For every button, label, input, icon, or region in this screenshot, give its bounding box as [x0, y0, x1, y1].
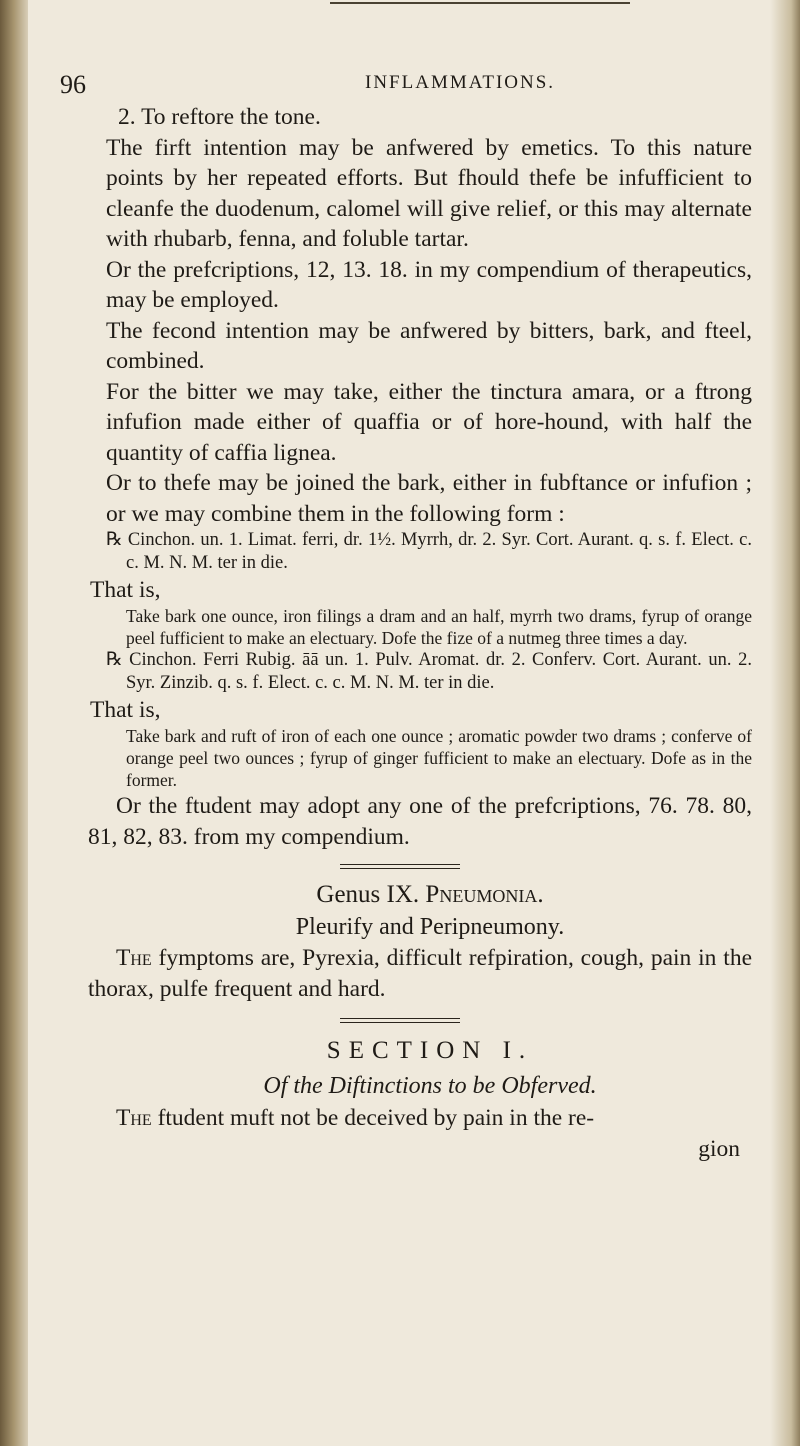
that-is-2: That is,: [90, 697, 161, 723]
page-edge-shadow: [770, 0, 800, 1446]
genus-heading: [40, 879, 760, 911]
paragraph-4: The fecond intention may be anfwered by bitters, bark, and fteel, combined.: [106, 317, 752, 374]
running-head: INFLAMMATIONS.: [365, 72, 556, 93]
section-text: ftudent muft not be deceived by pain in the re-: [157, 1105, 595, 1131]
symptoms-paragraph: [40, 943, 760, 1004]
page-number: 96: [60, 70, 86, 99]
paragraph-3: Or the prefcriptions, 12, 13. 18. in my compendium of therapeutics, may be employed.: [106, 256, 752, 313]
symptoms-lead: The: [116, 945, 152, 971]
that-is-1: That is,: [90, 577, 161, 603]
top-rule: [330, 2, 630, 4]
section-rule-2: [340, 1022, 460, 1023]
prescription-2: ℞ Cinchon. Ferri Rubig. āā un. 1. Pulv. Aromat. dr. 2. Conferv. Cort. Aurant. un. 2. Syr. Zinzib. q. s. f. Elect. c. c. M. N. M. ter in die.: [106, 650, 752, 693]
prescription-1: ℞ Cinchon. un. 1. Limat. ferri, dr. 1½. Myrrh, dr. 2. Syr. Cort. Aurant. q. s. f. Elect. c. c. M. N. M. ter in die.: [106, 530, 752, 573]
page-header: [40, 60, 760, 102]
catchword: gion: [698, 1135, 740, 1162]
translation-1: Take bark one ounce, iron filings a dram and an half, myrrh two drams, fyrup of orange peel fufficient to make an electuary. Dofe the fize of a nutmeg three times a day.: [126, 606, 752, 648]
section-paragraph: [40, 1103, 760, 1134]
genus-number: Genus IX.: [316, 881, 420, 908]
book-page: [40, 60, 760, 1164]
translation-2: Take bark and ruft of iron of each one ounce ; aromatic powder two drams ; conferve of orange peel two ounces ; fyrup of ginger fufficient to make an electuary. Dofe as in the former.: [126, 726, 752, 790]
paragraph-1: 2. To reftore the tone.: [118, 104, 321, 130]
paragraph-2: The firft intention may be anfwered by emetics. To this nature points by her repeated efforts. But fhould thefe be infufficient to cleanfe the duodenum, calomel will give relief, or this may alternate with rhubarb, fenna, and foluble tartar.: [106, 134, 752, 252]
paragraph-6: Or to thefe may be joined the bark, either in fubftance or infufion ; or we may combine them in the following form :: [106, 470, 752, 527]
book-spine-shadow: [0, 0, 28, 1446]
section-heading: SECTION I.: [326, 1037, 534, 1064]
divider-rule-2: [340, 868, 460, 869]
section-lead: The: [116, 1105, 152, 1131]
genus-name: Pneumonia.: [425, 881, 544, 908]
divider-rule: [340, 864, 460, 865]
paragraph-7: Or the ftudent may adopt any one of the prefcriptions, 76. 78. 80, 81, 82, 83. from my compendium.: [88, 793, 752, 850]
paragraph-5: For the bitter we may take, either the tinctura amara, or a ftrong infufion made either of quaffia or of hore-hound, with half the quantity of caffia lignea.: [106, 378, 752, 466]
section-title: Of the Diftinctions to be Obferved.: [263, 1073, 597, 1099]
genus-subtitle: Pleurify and Peripneumony.: [295, 914, 565, 940]
symptoms-text: fymptoms are, Pyrexia, difficult refpiration, cough, pain in the thorax, pulfe frequent and hard.: [88, 945, 753, 1002]
section-rule: [340, 1018, 460, 1019]
